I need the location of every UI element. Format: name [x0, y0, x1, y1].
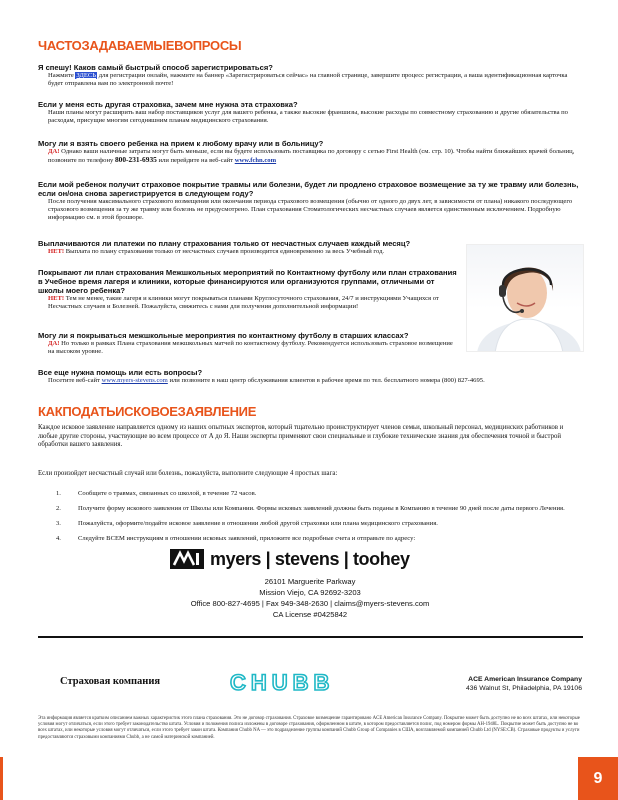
- address-line-2: Mission Viejo, CA 92692-3203: [259, 588, 361, 597]
- contact-line: Office 800-827-4695 | Fax 949-348-2630 | claims@myers-stevens.com: [190, 599, 430, 608]
- faq-question: Могу ли я покрываться межшкольные мероприятия по контактному футболу в старших классах?: [38, 331, 409, 340]
- divider: [38, 636, 583, 638]
- answer-text: Посетите веб-сайт: [48, 377, 100, 384]
- insurer-company-address: 436 Walnut St, Philadelphia, PA 19106: [465, 685, 582, 692]
- answer-text: Тем не менее, такие лагеря и клиники могут покрываться планами Круглосуточного страхования, 24/7 и инструкциями Учащихся от Несчастных случаев и Болезней. Пожалуйста, свяжитесь с нами для получения дополнительной информации!: [48, 295, 439, 310]
- step-text: Получите форму искового заявления от Школы или Компании. Формы исковых заявлений должны быть поданы в Компанию в течение 90 дней после даты первого Лечения.: [78, 505, 565, 512]
- step-number: 3.: [56, 520, 61, 527]
- step-text: Пожалуйста, оформите/подайте исковое заявление в отношении любой другой страховки или плана медицинского страхования.: [78, 520, 438, 527]
- answer-no: НЕТ!: [48, 248, 65, 255]
- answer-yes: ДА!: [48, 340, 60, 347]
- faq-question: Я спешу! Каков самый быстрый способ зарегистрироваться?: [38, 63, 273, 72]
- answer-text: или позвоните в наш центр обслуживания клиентов в рабочее время по тел. бесплатного номера (800) 827-4695.: [169, 377, 485, 384]
- faq-question: Если у меня есть другая страховка, зачем мне нужна эта страховка?: [38, 100, 298, 109]
- faq-answer: [38, 377, 583, 385]
- step-number: 1.: [56, 490, 61, 497]
- insurer-label: Страховая компания: [60, 676, 161, 687]
- step-number: 2.: [56, 505, 61, 512]
- insurer-company-block: [430, 675, 582, 693]
- faq-answer: [38, 148, 583, 165]
- faq-title: ЧАСТОЗАДАВАЕМЫЕВОПРОСЫ: [38, 38, 242, 53]
- answer-text: Выплата по плану страхования только от несчастных случаев производится единовременно за весь Учебный год.: [65, 248, 385, 255]
- mst-mark-icon: [170, 547, 204, 571]
- faq-answer: После получения максимального страхового возмещения или окончания периода страхового возмещения (обычно от одного до двух лет, в зависимости от плана) никакого последующего страхового возмещения за ту же травму или болезнь не предусмотрено. План страхования Стоматологических несчастных случаев является единственным исключением. Подробную информацию см. в этой брошюре.: [48, 198, 573, 221]
- faq-item: [38, 139, 583, 165]
- answer-yes: ДА!: [48, 148, 60, 155]
- chubb-logo: CHUBB: [230, 670, 335, 695]
- insurer-company-name: ACE American Insurance Company: [468, 676, 582, 683]
- step-text: Сообщите о травмах, связанных со школой, в течение 72 часов.: [78, 490, 257, 497]
- faq-item: [38, 331, 458, 356]
- faq-item: [38, 180, 583, 222]
- register-here-link[interactable]: ЗДЕСЬ: [76, 72, 97, 79]
- phone-number: 800-231-6935: [114, 155, 157, 164]
- claims-title: КАКПОДАТЬИСКОВОЕЗАЯВЛЕНИЕ: [38, 404, 257, 419]
- list-item: [56, 520, 576, 528]
- page-number: 9: [578, 757, 618, 800]
- claims-intro: Каждое исковое заявление направляется одному из наших опытных экспертов, который тщательно проинструктирует членов семьи, школьный персонал, медицинских работников и любые другие стороны, участвующие во всем процессе от А до Я. Наши эксперты применяют свои специальные и глубокие технические знания для обеспечения точной и быстрой обработки вашего заявления.: [38, 424, 564, 449]
- list-item: [56, 505, 576, 513]
- answer-text: Но только в рамках Плана страхования межшкольных матчей по контактному футболу. Рекомендуется использовать страховое возмещение на высоком уровне.: [48, 340, 453, 355]
- answer-text: Однако ваши наличные затраты могут быть меньше, если вы будете использовать поставщика по договору с сетью First Health (см. стр. 10). Чтобы найти ближайших врачей больниц, позвоните по телефону: [48, 148, 575, 164]
- claims-lead: Если произойдет несчастный случай или болезнь, пожалуйста, выполните следующие 4 простых шага:: [38, 470, 338, 477]
- answer-text: для регистрации онлайн, нажмите на баннер «Зарегистрироваться сейчас» на главной странице, завершите процесс регистрации, а ваша идентификационная карточка будет отправлена вам по электронной почте!: [48, 72, 568, 87]
- list-item: [56, 535, 576, 543]
- answer-text: или перейдите на веб-сайт: [158, 157, 234, 164]
- step-text: Следуйте ВСЕМ инструкциям в отношении исковых заявлений, приложите все подробные счета и отправьте по адресу:: [78, 535, 416, 542]
- faq-item: [38, 239, 458, 256]
- myers-stevens-link[interactable]: www.myers-stevens.com: [101, 377, 168, 384]
- step-number: 4.: [56, 535, 61, 542]
- faq-answer: [38, 295, 458, 311]
- faq-item: [38, 368, 583, 385]
- fchn-link[interactable]: www.fchn.com: [234, 157, 277, 164]
- address-line-1: 26101 Marguerite Parkway: [264, 577, 356, 586]
- faq-item: [38, 100, 583, 125]
- list-item: [56, 490, 576, 498]
- faq-item: [38, 63, 583, 88]
- headset-agent-icon: [467, 245, 584, 352]
- faq-answer: [38, 72, 583, 88]
- faq-question: Могу ли я взять своего ребенка на прием к любому врачу или в больницу?: [38, 139, 324, 148]
- answer-text: Нажмите: [48, 72, 74, 79]
- mst-logo: [170, 546, 450, 572]
- faq-answer: [38, 248, 458, 256]
- faq-question: Если мой ребенок получит страховое покрытие травмы или болезни, будет ли продлено страховое возмещение за ту же травму или болезнь, если он/она снова зарегистрируется в следующем году?: [38, 180, 579, 198]
- answer-no: НЕТ!: [48, 295, 65, 302]
- faq-answer: Наши планы могут расширить ваш набор поставщиков услуг для вашего ребенка, а также высокие франшизы, высокие расходы по совместному страхованию и другие обязательства по расходам, присущие многим сегодняшним планам медицинского страхования.: [48, 109, 568, 124]
- faq-item: [38, 268, 458, 311]
- support-agent-photo: [466, 244, 584, 352]
- faq-question: Выплачиваются ли платежи по плану страхования только от несчастных случаев каждый месяц?: [38, 239, 411, 248]
- faq-answer: [38, 340, 458, 356]
- faq-question: Все еще нужна помощь или есть вопросы?: [38, 368, 203, 377]
- license-line: CA License #0425842: [272, 610, 348, 619]
- edge-strip: [0, 757, 3, 800]
- faq-question: Покрывают ли план страхования Межшкольных мероприятий по Контактному футболу или план страхования в Учебное время лагеря и клиники, которые финансируются или организуются группами, отличными от школы моего ребенка?: [38, 268, 457, 295]
- disclaimer: Эта информация является кратким описанием важных характеристик этого плана страхования. Это не договор страхования. Страховое возмещение гарантировано ACE American Insurance Company. Покрытие может быть доступно не во всех штатах, или некоторые условия могут отличаться, если этого требует законодательство штата. Условия и положения полиса изложены в договоре страхования, оформленном в штате, в котором предоставляется полис, под номером формы АН-1948L. Покрытие может быть доступно не во всех штатах, или некоторые условия могут отличаться, если этого требует закон штата. Компания Chubb NA — это подразделение группы компаний Chubb Group of Companies в США, возглавляемой компанией Chubb Ltd (NYSE:CB). Страховые продукты и услуги предоставляются страховыми компаниями Chubb, а не самой материнской компанией.: [38, 716, 580, 740]
- claim-steps-list: [56, 490, 576, 550]
- mst-logo-text: myers | stevens | toohey: [210, 548, 410, 569]
- mst-address-block: [170, 576, 450, 620]
